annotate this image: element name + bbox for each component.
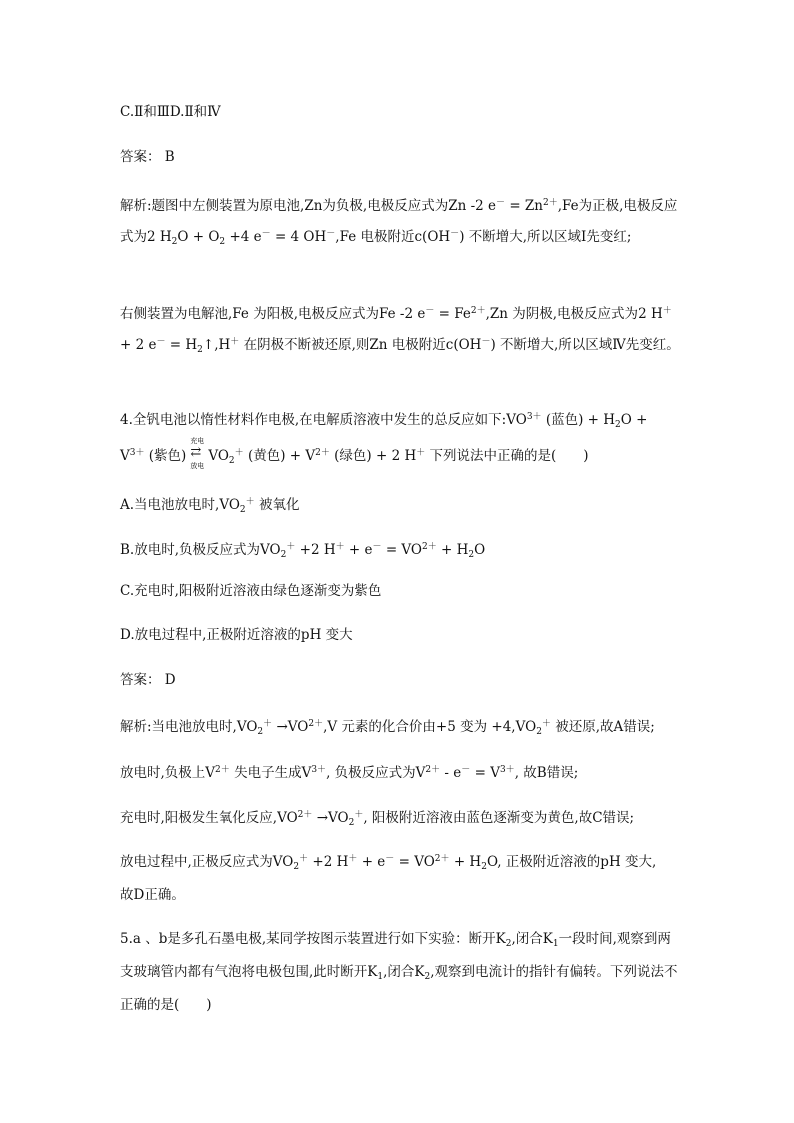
question-4-stem: 4.全钒电池以惰性材料作电极,在电解质溶液中发生的总反应如下$:VO^{3+}$ (蓝色) + $H_2O$ + $V^{3+}$ (紫色) 充电 ⇄ 放电 $VO_2^+$ (黄色) + $V^{2+}$ (绿色) + 2 H＋ 下列说法中正确的是( ) [120, 412, 648, 470]
explanation-q4-line4: 放电过程中,正极反应式为$VO_2^+ +2$ $H^+ + e^- = VO^{2+} + H_2O$, 正极附近溶液的pH 变大, 故D正确。 [120, 854, 657, 903]
option-b: B.放电时,负极反应式为$VO_2^+ +2$ $H^+ + e^- = VO^{2+} + H_2O$ [120, 542, 486, 560]
explanation-q3-part1: 解析:题图中左侧装置为原电池,Zn为负极,电极反应式为Zn -2 $e^- = Zn^{2+},Fe$为正极,电极反应式为2 $H_2O + O_2 +4$ e－ = 4 OH－,Fe 电极附近c(OH－) 不断增大,所以区域Ⅰ先变红; [120, 198, 678, 247]
option-c: C.充电时,阳极附近溶液由绿色逐渐变为紫色 [120, 583, 382, 599]
explanation-q4-line3: 充电时,阳极发生氧化反应$,VO^{2+} \to VO_2^+$, 阳极附近溶液由蓝色逐渐变为黄色,故C错误; [120, 810, 635, 828]
option-d: D.放电过程中,正极附近溶液的pH 变大 [120, 627, 353, 643]
option-line-cd: C.Ⅱ和ⅢD.Ⅱ和Ⅳ [120, 104, 221, 120]
option-a: A.当电池放电时$,VO_2^+$ 被氧化 [120, 497, 300, 515]
reversible-arrow-icon: 充电 ⇄ 放电 [190, 437, 205, 470]
explanation-q4-line2: 放电时,负极上$V^{2+}$ 失电子生成$V^{3+}$, 负极反应式为$V^{2+} - e^- = V^{3+}$, 故B错误; [120, 765, 579, 781]
explanation-q3-part2: 右侧装置为电解池,Fe 为阳极,电极反应式为Fe -2 $e^- = Fe^{2+},Zn$ 为阴极,电极反应式为2 H＋ + 2 $e^- = H_2↑,H^+$ 在阴极不断被还原,则Zn 电极附近c(OH－) 不断增大,所以区域Ⅳ先变红。 [120, 306, 680, 355]
question-5-stem: 5.a 、b是多孔石墨电极,某同学按图示装置进行如下实验：断开$K_2$,闭合$K_1$一段时间,观察到两支玻璃管内都有气泡将电极包围,此时断开$K_1$,闭合$K_2$,观察到电流计的指针有偏转。下列说法不正确的是( ) [120, 931, 678, 1013]
answer-q3: 答案： B [120, 149, 175, 165]
explanation-q4-line1: 解析:当电池放电时$,VO_2^+ \to VO^{2+},V$ 元素的化合价由+5 变为 $+4,VO_2^+$ 被还原,故A错误; [120, 719, 655, 737]
answer-q4: 答案： D [120, 672, 176, 688]
